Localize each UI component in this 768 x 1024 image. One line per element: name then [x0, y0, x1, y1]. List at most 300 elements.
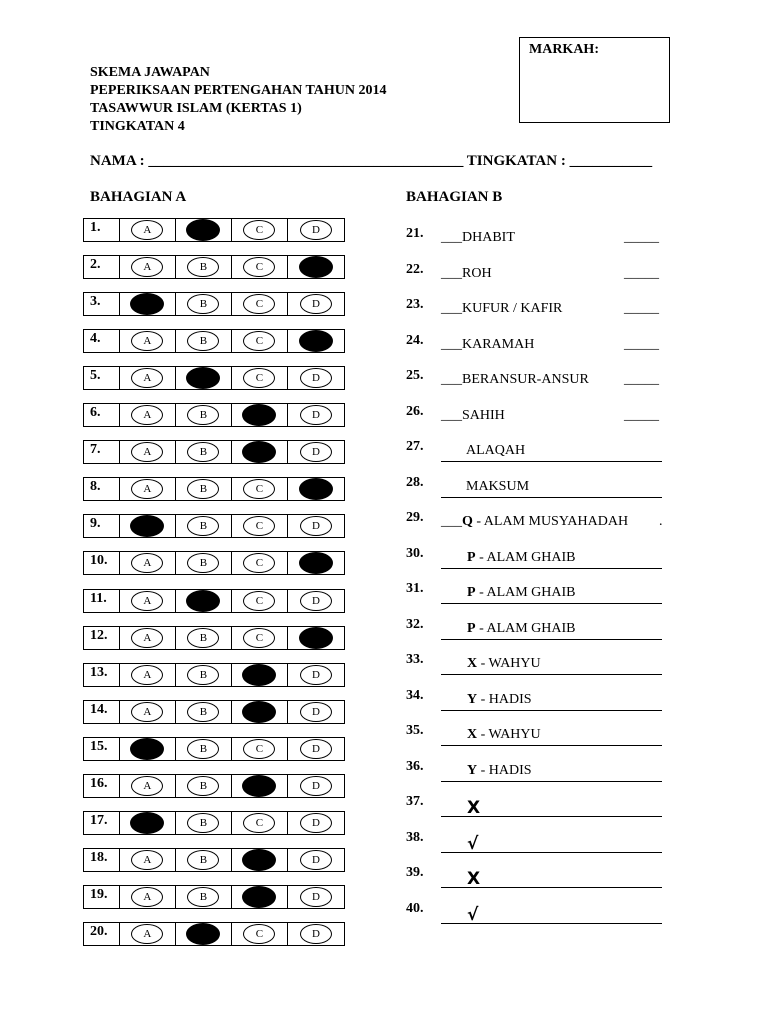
option-bubble-selected — [242, 886, 276, 908]
question-number: 1. — [84, 219, 120, 241]
option-cell — [120, 812, 176, 834]
question-number: 3. — [84, 293, 120, 315]
option-cell — [288, 293, 344, 315]
option-cell — [232, 849, 288, 871]
option-cell — [232, 886, 288, 908]
option-bubble: C — [243, 257, 275, 277]
option-bubble: C — [243, 479, 275, 499]
answer-underline — [441, 816, 662, 817]
question-number: 36. — [406, 758, 424, 774]
option-bubble-selected — [242, 849, 276, 871]
answer-row — [83, 663, 345, 687]
answer-suffix-blank: _____ — [624, 265, 659, 281]
option-cell — [176, 441, 232, 463]
option-cell — [176, 590, 232, 612]
answer-label: - ALAM MUSYAHADAH — [472, 514, 629, 529]
question-number: 14. — [84, 701, 120, 723]
answer-label: BERANSUR-ANSUR — [462, 372, 589, 387]
option-cell — [120, 627, 176, 649]
option-cell — [232, 627, 288, 649]
option-bubble: A — [131, 850, 163, 870]
option-bubble: B — [187, 257, 219, 277]
option-bubble: D — [300, 739, 332, 759]
answer-label: - HADIS — [477, 691, 532, 707]
option-bubble-selected — [130, 293, 164, 315]
option-cell — [288, 552, 344, 574]
answer-row — [83, 922, 345, 946]
question-number: 4. — [84, 330, 120, 352]
option-bubble: B — [187, 516, 219, 536]
option-bubble: D — [300, 887, 332, 907]
section-a-title: BAHAGIAN A — [90, 189, 187, 205]
answer-text — [441, 763, 532, 779]
option-cell — [120, 367, 176, 389]
option-cell — [120, 256, 176, 278]
markah-box — [519, 37, 670, 123]
option-bubble: D — [300, 702, 332, 722]
option-bubble: D — [300, 776, 332, 796]
question-number: 20. — [84, 923, 120, 945]
question-number: 6. — [84, 404, 120, 426]
option-bubble: B — [187, 479, 219, 499]
option-bubble: B — [187, 553, 219, 573]
cross-mark-icon: X — [467, 869, 481, 889]
answer-underline — [441, 461, 662, 462]
option-cell — [288, 330, 344, 352]
option-bubble: C — [243, 553, 275, 573]
option-cell — [232, 256, 288, 278]
option-bubble-selected — [186, 923, 220, 945]
question-number: 29. — [406, 510, 424, 525]
answer-key-letter: X — [467, 656, 478, 671]
option-cell — [176, 923, 232, 945]
option-bubble: B — [187, 331, 219, 351]
option-cell — [176, 627, 232, 649]
answer-label: - ALAM GHAIB — [475, 585, 576, 600]
answer-text — [441, 337, 534, 353]
option-cell — [288, 590, 344, 612]
question-number: 5. — [84, 367, 120, 389]
question-number: 18. — [84, 849, 120, 871]
option-bubble: A — [131, 628, 163, 648]
option-cell — [120, 886, 176, 908]
option-cell — [120, 849, 176, 871]
option-cell — [288, 515, 344, 537]
answer-prefix-blank: ___ — [441, 372, 462, 387]
option-cell — [120, 664, 176, 686]
option-cell — [120, 590, 176, 612]
option-bubble-selected — [299, 627, 333, 649]
option-cell — [176, 738, 232, 760]
option-bubble: D — [300, 220, 332, 240]
answer-row — [83, 329, 345, 353]
answer-row — [83, 626, 345, 650]
option-cell — [232, 293, 288, 315]
option-bubble: C — [243, 739, 275, 759]
answer-text — [441, 798, 480, 818]
answer-underline — [441, 745, 662, 746]
answer-text — [441, 585, 576, 601]
answer-prefix-blank: ___ — [441, 407, 462, 423]
option-cell — [176, 256, 232, 278]
option-cell — [232, 775, 288, 797]
option-bubble: C — [243, 368, 275, 388]
answer-text — [441, 372, 589, 388]
option-cell — [176, 219, 232, 241]
document-header — [90, 64, 387, 136]
answer-prefix-blank: ___ — [441, 514, 462, 529]
option-cell — [120, 738, 176, 760]
question-number: 25. — [406, 368, 424, 383]
option-bubble: A — [131, 220, 163, 240]
option-bubble: D — [300, 924, 332, 944]
answer-row — [83, 737, 345, 761]
option-bubble: C — [243, 220, 275, 240]
option-cell — [232, 923, 288, 945]
answer-prefix-blank: ___ — [441, 336, 462, 352]
answer-row — [83, 514, 345, 538]
answer-text — [441, 692, 532, 708]
answer-underline — [441, 674, 662, 675]
option-bubble: D — [300, 665, 332, 685]
option-bubble: D — [300, 368, 332, 388]
option-bubble: A — [131, 331, 163, 351]
option-bubble: B — [187, 405, 219, 425]
option-bubble-selected — [186, 219, 220, 241]
answer-label: ROH — [462, 265, 492, 281]
answer-label: - HADIS — [477, 762, 532, 778]
answer-label: - WAHYU — [477, 727, 541, 742]
answer-text — [441, 301, 562, 317]
answer-row — [83, 774, 345, 798]
question-number: 33. — [406, 652, 424, 667]
option-bubble: D — [300, 405, 332, 425]
option-cell — [288, 478, 344, 500]
option-bubble: A — [131, 887, 163, 907]
option-bubble: D — [300, 294, 332, 314]
answer-row — [83, 366, 345, 390]
answer-label: - ALAM GHAIB — [475, 549, 576, 565]
option-cell — [176, 552, 232, 574]
option-bubble-selected — [299, 330, 333, 352]
answer-key-letter: P — [467, 620, 476, 636]
option-cell — [288, 627, 344, 649]
answer-underline — [441, 639, 662, 640]
answer-text — [441, 514, 628, 530]
option-bubble: B — [187, 294, 219, 314]
answer-row — [83, 403, 345, 427]
question-number: 13. — [84, 664, 120, 686]
answer-underline — [441, 923, 662, 924]
option-cell — [120, 330, 176, 352]
option-bubble-selected — [242, 664, 276, 686]
question-number: 39. — [406, 865, 424, 880]
option-cell — [120, 404, 176, 426]
option-cell — [288, 701, 344, 723]
question-number: 7. — [84, 441, 120, 463]
option-bubble-selected — [242, 775, 276, 797]
option-cell — [176, 404, 232, 426]
option-cell — [288, 886, 344, 908]
answer-row — [83, 848, 345, 872]
option-cell — [176, 849, 232, 871]
option-bubble-selected — [130, 738, 164, 760]
option-bubble: A — [131, 702, 163, 722]
answer-suffix-dot: . — [659, 514, 663, 529]
option-cell — [288, 923, 344, 945]
option-cell — [288, 256, 344, 278]
answer-key-letter: X — [467, 727, 478, 742]
option-bubble-selected — [186, 367, 220, 389]
question-number: 2. — [84, 256, 120, 278]
option-bubble: D — [300, 516, 332, 536]
question-number: 40. — [406, 900, 424, 916]
question-number: 22. — [406, 261, 424, 277]
question-number: 11. — [84, 590, 120, 612]
option-bubble: D — [300, 850, 332, 870]
answer-text — [441, 834, 478, 854]
option-bubble: B — [187, 702, 219, 722]
option-cell — [232, 552, 288, 574]
option-bubble: C — [243, 294, 275, 314]
option-bubble: B — [187, 442, 219, 462]
question-number: 31. — [406, 581, 424, 596]
answer-text — [441, 621, 576, 637]
option-cell — [120, 701, 176, 723]
answer-underline — [441, 887, 662, 888]
question-number: 9. — [84, 515, 120, 537]
option-cell — [176, 664, 232, 686]
option-bubble: A — [131, 405, 163, 425]
answer-suffix-blank: _____ — [624, 336, 659, 352]
answer-prefix-blank: ___ — [441, 301, 462, 316]
answer-key-letter: P — [467, 549, 476, 565]
option-cell — [288, 775, 344, 797]
option-cell — [176, 886, 232, 908]
option-cell — [176, 812, 232, 834]
answer-row — [83, 477, 345, 501]
question-number: 16. — [84, 775, 120, 797]
answer-key-letter: P — [467, 585, 476, 600]
option-bubble: A — [131, 257, 163, 277]
answer-row — [83, 700, 345, 724]
cross-mark-icon: X — [467, 798, 481, 818]
option-cell — [232, 515, 288, 537]
option-cell — [232, 812, 288, 834]
answer-row — [83, 885, 345, 909]
option-bubble: A — [131, 776, 163, 796]
option-cell — [176, 367, 232, 389]
option-bubble: B — [187, 813, 219, 833]
option-cell — [176, 293, 232, 315]
option-bubble: A — [131, 553, 163, 573]
header-line-3: TASAWWUR ISLAM (KERTAS 1) — [90, 101, 302, 116]
answer-suffix-blank: _____ — [624, 230, 659, 245]
answer-text — [441, 656, 541, 672]
option-cell — [232, 330, 288, 352]
option-bubble: A — [131, 591, 163, 611]
option-cell — [232, 219, 288, 241]
option-bubble: A — [131, 479, 163, 499]
option-cell — [176, 478, 232, 500]
answer-row — [83, 255, 345, 279]
option-cell — [120, 923, 176, 945]
option-cell — [232, 478, 288, 500]
option-bubble: C — [243, 813, 275, 833]
option-cell — [176, 701, 232, 723]
answer-text — [441, 408, 505, 424]
option-bubble: A — [131, 924, 163, 944]
header-line-1: SKEMA JAWAPAN — [90, 65, 210, 80]
option-cell — [120, 219, 176, 241]
option-cell — [120, 515, 176, 537]
question-number: 28. — [406, 474, 424, 490]
option-bubble: C — [243, 924, 275, 944]
option-bubble: D — [300, 813, 332, 833]
option-cell — [232, 441, 288, 463]
answer-label: KARAMAH — [462, 336, 535, 352]
question-number: 12. — [84, 627, 120, 649]
option-bubble: C — [243, 516, 275, 536]
answer-label: - ALAM GHAIB — [475, 620, 576, 636]
option-bubble-selected — [299, 478, 333, 500]
answer-text — [441, 727, 541, 743]
option-bubble: B — [187, 739, 219, 759]
answer-underline — [441, 710, 662, 711]
question-number: 10. — [84, 552, 120, 574]
option-cell — [288, 441, 344, 463]
option-cell — [232, 664, 288, 686]
answer-underline — [441, 568, 662, 569]
answer-row — [83, 589, 345, 613]
option-bubble-selected — [242, 441, 276, 463]
option-bubble: D — [300, 591, 332, 611]
question-number: 24. — [406, 332, 424, 348]
answer-row — [83, 811, 345, 835]
option-cell — [232, 367, 288, 389]
option-cell — [120, 478, 176, 500]
answer-label: MAKSUM — [466, 478, 530, 494]
option-bubble: B — [187, 628, 219, 648]
option-bubble: C — [243, 591, 275, 611]
question-number: 8. — [84, 478, 120, 500]
question-number: 23. — [406, 297, 424, 312]
answer-underline — [441, 603, 662, 604]
option-bubble: B — [187, 850, 219, 870]
option-bubble: B — [187, 665, 219, 685]
question-number: 15. — [84, 738, 120, 760]
option-cell — [288, 219, 344, 241]
markah-label: MARKAH: — [529, 42, 599, 57]
answer-label: - WAHYU — [477, 656, 541, 671]
option-cell — [176, 515, 232, 537]
answer-text — [441, 443, 525, 459]
question-number: 19. — [84, 886, 120, 908]
question-number: 37. — [406, 794, 424, 809]
answer-text — [441, 230, 515, 246]
answer-label: ALAQAH — [466, 443, 526, 458]
answer-key-letter: Q — [462, 514, 473, 529]
option-cell — [288, 664, 344, 686]
answer-row — [83, 218, 345, 242]
question-number: 27. — [406, 439, 424, 454]
answer-key-letter: Y — [467, 691, 478, 707]
question-number: 32. — [406, 616, 424, 632]
option-bubble: A — [131, 665, 163, 685]
option-bubble-selected — [130, 515, 164, 537]
check-mark-icon: √ — [467, 904, 479, 925]
answer-prefix-blank: ___ — [441, 230, 462, 245]
answer-label: KUFUR / KAFIR — [462, 301, 563, 316]
option-cell — [288, 404, 344, 426]
question-number: 21. — [406, 226, 424, 241]
answer-text — [441, 266, 492, 282]
option-bubble: C — [243, 331, 275, 351]
option-cell — [232, 590, 288, 612]
answer-text — [441, 905, 478, 925]
header-line-2: PEPERIKSAAN PERTENGAHAN TAHUN 2014 — [90, 83, 387, 98]
answer-text — [441, 479, 529, 495]
option-bubble-selected — [299, 256, 333, 278]
answer-text — [441, 869, 480, 889]
option-cell — [120, 775, 176, 797]
option-bubble: A — [131, 368, 163, 388]
question-number: 26. — [406, 403, 424, 419]
option-bubble-selected — [186, 590, 220, 612]
header-line-4: TINGKATAN 4 — [90, 119, 185, 134]
option-bubble: D — [300, 442, 332, 462]
answer-suffix-blank: _____ — [624, 372, 659, 387]
answer-underline — [441, 852, 662, 853]
answer-prefix-blank: ___ — [441, 265, 462, 281]
answer-row — [83, 440, 345, 464]
option-cell — [288, 367, 344, 389]
nama-tingkatan-line: NAMA : __________________________________________ TINGKATAN : ___________ — [90, 153, 653, 169]
option-bubble: A — [131, 442, 163, 462]
option-bubble: C — [243, 628, 275, 648]
option-cell — [176, 330, 232, 352]
option-cell — [120, 293, 176, 315]
option-cell — [176, 775, 232, 797]
answer-suffix-blank: _____ — [624, 407, 659, 423]
question-number: 34. — [406, 687, 424, 703]
question-number: 17. — [84, 812, 120, 834]
option-bubble-selected — [242, 404, 276, 426]
answer-key-letter: Y — [467, 762, 478, 778]
answer-suffix-blank: _____ — [624, 301, 659, 316]
option-cell — [288, 812, 344, 834]
option-cell — [288, 849, 344, 871]
section-b-title: BAHAGIAN B — [406, 189, 503, 205]
option-bubble: B — [187, 887, 219, 907]
option-bubble: B — [187, 776, 219, 796]
answer-row — [83, 292, 345, 316]
answer-underline — [441, 781, 662, 782]
option-cell — [232, 404, 288, 426]
answer-label: DHABIT — [462, 230, 515, 245]
check-mark-icon: √ — [467, 833, 479, 854]
option-cell — [232, 738, 288, 760]
option-bubble-selected — [242, 701, 276, 723]
answer-text — [441, 550, 576, 566]
option-cell — [120, 441, 176, 463]
answer-row — [83, 551, 345, 575]
option-cell — [288, 738, 344, 760]
option-cell — [120, 552, 176, 574]
option-bubble-selected — [130, 812, 164, 834]
question-number: 35. — [406, 723, 424, 738]
question-number: 30. — [406, 545, 424, 561]
